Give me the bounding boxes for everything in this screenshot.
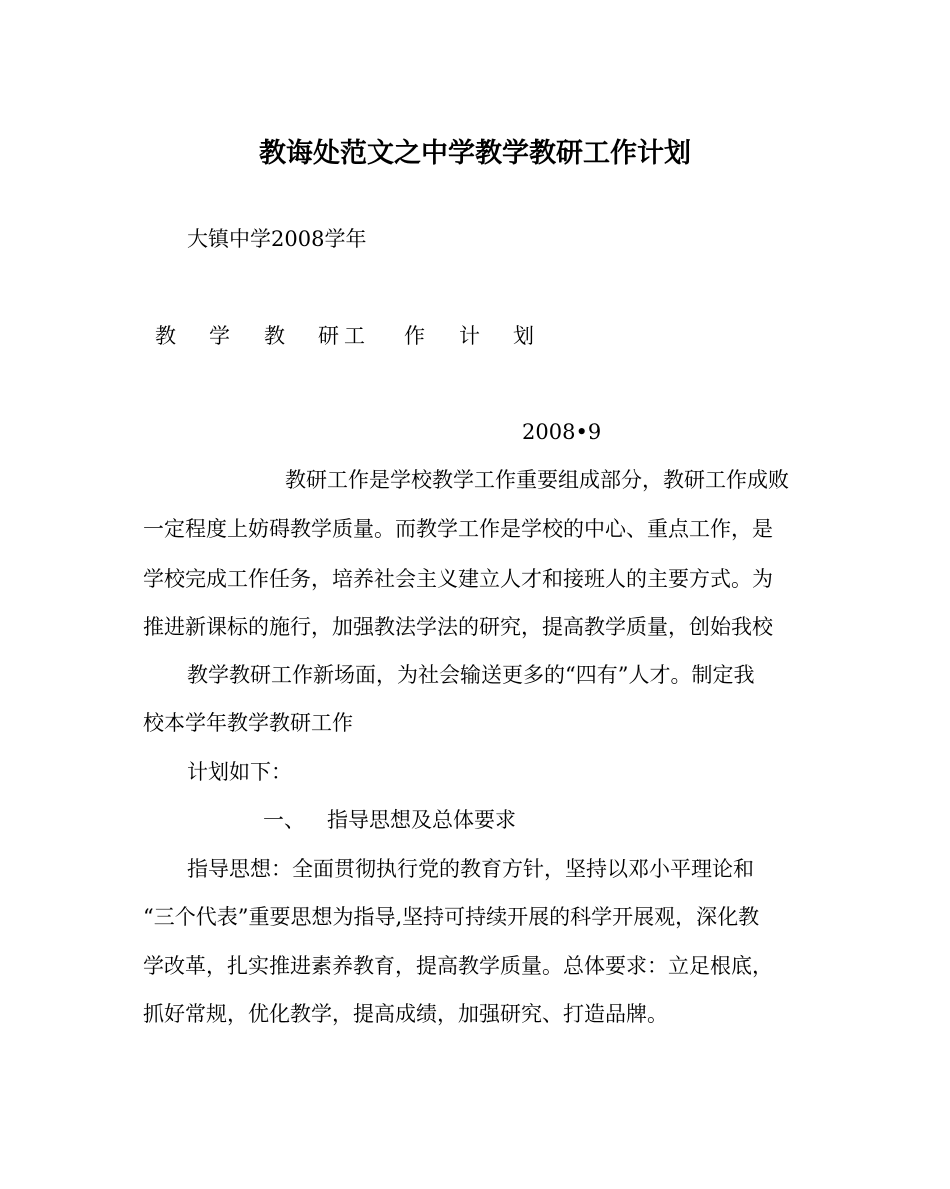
paragraph-line: 一定程度上妨碍教学质量。而教学工作是学校的中心、重点工作，是 [143,517,773,541]
section-title: 指导思想及总体要求 [327,808,516,832]
spaced-heading-char: 教 [155,324,176,348]
document-date: 2008•9 [522,420,602,444]
paragraph-line: 学校完成工作任务，培养社会主义建立人才和接班人的主要方式。为 [143,567,773,591]
spaced-heading-char: 教 [264,324,285,348]
paragraph-line: 教研工作是学校教学工作重要组成部分，教研工作成败 [285,468,789,492]
paragraph-line: 教学教研工作新场面，为社会输送更多的“四有”人才。制定我 [187,663,755,687]
paragraph-line: 学改革，扎实推进素养教育，提高教学质量。总体要求：立足根底， [143,954,773,978]
spaced-heading-char: 计 [459,324,480,348]
school-year-line: 大镇中学2008学年 [187,227,367,251]
spaced-heading-char: 研 [318,324,339,348]
paragraph-line: 抓好常规，优化教学，提高成绩，加强研究、打造品牌。 [143,1002,668,1026]
spaced-heading-char: 作 [404,324,425,348]
section-number: 一、 [263,808,305,832]
paragraph-line: 指导思想：全面贯彻执行党的教育方针，坚持以邓小平理论和 [187,857,754,881]
spaced-heading-char: 划 [513,324,534,348]
spaced-heading-char: 学 [209,324,230,348]
paragraph-line: 计划如下： [187,760,292,784]
paragraph-line: 推进新课标的施行，加强教法学法的研究，提高教学质量，创始我校 [143,615,773,639]
paragraph-line: 校本学年教学教研工作 [143,711,353,735]
spaced-heading-char: 工 [344,324,365,348]
document-title: 教诲处范文之中学教学教研工作计划 [259,138,691,169]
paragraph-line: “三个代表”重要思想为指导,坚持可持续开展的科学开展观，深化教 [143,905,760,929]
